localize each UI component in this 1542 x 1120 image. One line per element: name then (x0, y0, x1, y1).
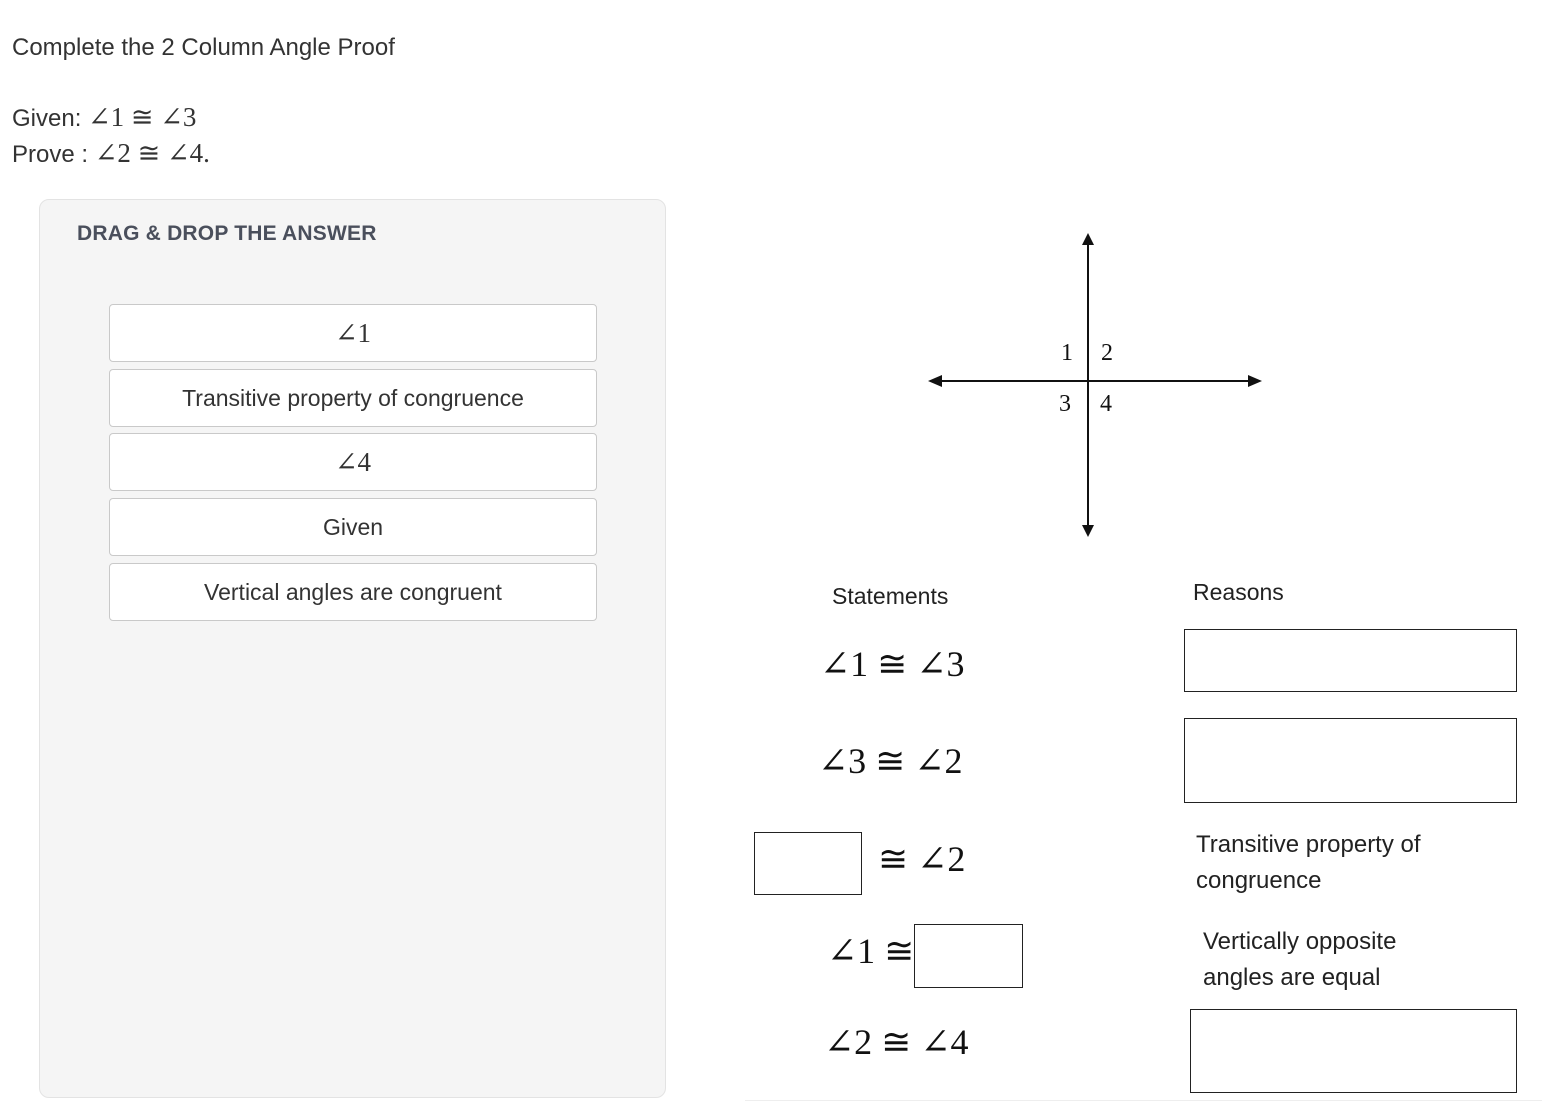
reason-4 (1203, 924, 1396, 996)
arrow-left-icon (928, 375, 942, 387)
reason-3-line-1: Transitive property of (1196, 831, 1421, 858)
option-angle-4[interactable]: ∠4 (109, 433, 597, 491)
given-line (12, 102, 196, 133)
option-vertical-angles[interactable]: Vertical angles are congruent (109, 563, 597, 621)
statement-drop-slot-4[interactable] (914, 924, 1023, 988)
arrow-down-icon (1082, 525, 1094, 537)
option-transitive-property[interactable]: Transitive property of congruence (109, 369, 597, 427)
drag-drop-panel (39, 199, 666, 1098)
statement-4-prefix: ∠1 ≅ (827, 931, 915, 971)
reason-drop-slot-1[interactable] (1184, 629, 1517, 692)
problem-title: Complete the 2 Column Angle Proof (12, 34, 395, 61)
given-label: Given: (12, 105, 82, 132)
reason-4-line-2: angles are equal (1203, 964, 1381, 991)
reason-3-line-2: congruence (1196, 867, 1322, 894)
statement-5: ∠2 ≅ ∠4 (824, 1022, 969, 1062)
prove-expression: ∠2 ≅ ∠4. (94, 138, 210, 168)
statement-2: ∠3 ≅ ∠2 (818, 741, 963, 781)
arrow-right-icon (1248, 375, 1262, 387)
reason-drop-slot-2[interactable] (1184, 718, 1517, 803)
statement-1: ∠1 ≅ ∠3 (820, 644, 965, 684)
drag-drop-heading: DRAG & DROP THE ANSWER (77, 222, 377, 245)
statements-header: Statements (832, 583, 949, 609)
prove-label: Prove : (12, 141, 89, 168)
prove-line (12, 138, 210, 169)
reason-drop-slot-5[interactable] (1190, 1009, 1517, 1093)
proof-table (745, 565, 1542, 1101)
statement-3-suffix: ≅ ∠2 (878, 839, 966, 879)
angle-label-4: 4 (1100, 391, 1112, 417)
option-given[interactable]: Given (109, 498, 597, 556)
arrow-up-icon (1082, 233, 1094, 245)
statement-drop-slot-3[interactable] (754, 832, 862, 895)
intersecting-lines-diagram (920, 225, 1270, 545)
angle-label-1: 1 (1061, 340, 1073, 366)
angle-label-2: 2 (1101, 340, 1113, 366)
option-angle-1[interactable]: ∠1 (109, 304, 597, 362)
reasons-header: Reasons (1193, 579, 1284, 605)
given-expression: ∠1 ≅ ∠3 (88, 102, 197, 132)
reason-4-line-1: Vertically opposite (1203, 928, 1397, 955)
intersecting-lines-figure (920, 225, 1270, 550)
angle-label-3: 3 (1059, 391, 1071, 417)
reason-3 (1196, 827, 1421, 899)
